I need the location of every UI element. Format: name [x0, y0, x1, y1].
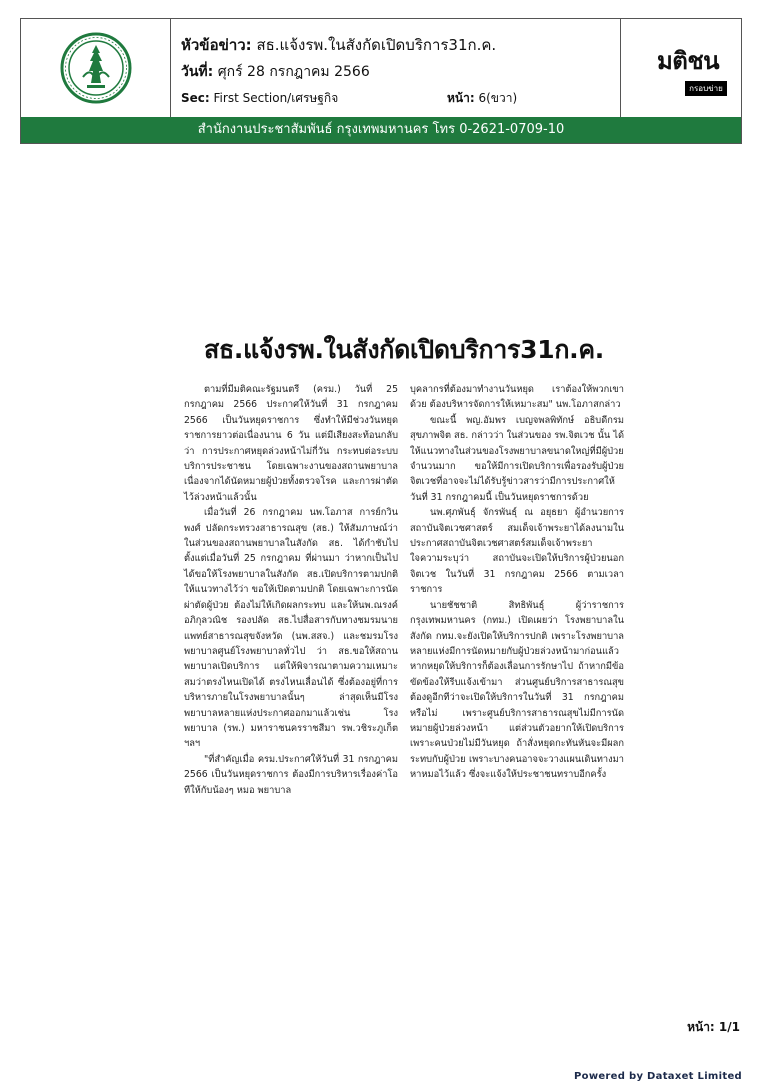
publication-brand [621, 19, 741, 117]
headline-row [181, 33, 496, 57]
page-count: หน้า: 1/1 [687, 1020, 740, 1034]
paragraph: นายชัชชาติ สิทธิพันธุ์ ผู้ว่าราชการกรุงเทพมหานคร (กทม.) เปิดเผยว่า โรงพยาบาลในสังกัด กทม.จะยังเปิดให้บริการปกติ เพราะโรงพยาบาลหลายแห่งมีการนัดหมายกับผู้ป่วยล่วงหน้ามาก่อนแล้ว หากหยุดให้บริการก็ต้องเลื่อนการรักษาไป ถ้าหากมีข้อขัดข้องให้รีบแจ้งเข้ามา ส่วนศูนย์บริการสาธารณสุข ต้องดูอีกทีว่าจะเปิดให้บริการในวันที่ 31 กรกฎาคม หรือไม่ เพราะศูนย์บริการสาธารณสุขไม่มีการนัดหมายผู้ป่วยล่วงหน้า แต่ส่วนตัวอยากให้เปิดบริการ เพราะคนป่วยไม่มีวันหยุด ถ้าสั่งหยุดกะทันหันจะมีผลกระทบกับผู้ป่วย เพราะบางคนอาจจะวางแผนเดินทางมาหาหมอไว้แล้ว ซึ่งจะแจ้งให้ประชาชนทราบอีกครั้ง [410, 599, 624, 781]
headline-value: สธ.แจ้งรพ.ในสังกัดเปิดบริการ31ก.ค. [256, 36, 497, 54]
paragraph: "ที่สำคัญเมื่อ ครม.ประกาศให้วันที่ 31 กรกฎาคม 2566 เป็นวันหยุดราชการ ต้องมีการบริหารเรื่องค่าโอทีให้กับน้องๆ หมอ พยาบาล [184, 753, 398, 796]
logo-box [21, 19, 171, 117]
office-bar: สำนักงานประชาสัมพันธ์ กรุงเทพมหานคร โทร 0-2621-0709-10 [21, 117, 741, 143]
bangkok-seal-icon [59, 31, 133, 105]
paragraph: ตามที่มีมติคณะรัฐมนตรี (ครม.) วันที่ 25 กรกฎาคม 2566 ประกาศให้วันที่ 31 กรกฎาคม 2566 เป็นวันหยุดราชการ ซึ่งทำให้มีช่วงวันหยุดราชการยาวต่อเนื่องนาน 6 วัน แต่มีเสียงสะท้อนกลับว่า การประกาศหยุดล่วงหน้าไม่กี่วัน กระทบต่อระบบบริการประชาชน โดยเฉพาะงานของสถานพยาบาล เนื่องจากได้นัดหมายผู้ป่วยทั้งตรวจโรค และการผ่าตัดไว้ล่วงหน้าแล้วนั้น [184, 384, 398, 503]
brand-subtitle: กรอบข่าย [685, 81, 727, 96]
section-row [181, 89, 338, 108]
brand-name: มติชน [656, 46, 720, 75]
section-value: First Section/เศรษฐกิจ [213, 91, 339, 105]
article-title: สธ.แจ้งรพ.ในสังกัดเปิดบริการ31ก.ค. [203, 335, 605, 364]
news-article [184, 330, 624, 798]
date-value: ศุกร์ 28 กรกฎาคม 2566 [217, 64, 370, 80]
page-label: หน้า: [447, 91, 475, 105]
page-ref [447, 89, 517, 108]
article-column-1 [184, 382, 398, 798]
section-label: Sec: [181, 91, 210, 105]
article-column-2 [410, 382, 624, 798]
clipping-info [171, 19, 621, 117]
powered-by: Powered by Dataxet Limited [574, 1071, 742, 1082]
date-label: วันที่: [181, 64, 214, 80]
date-row [181, 61, 370, 83]
paragraph: นพ.ศุภพันธุ์ จักรพันธุ์ ณ อยุธยา ผู้อำนวยการสถาบันจิตเวชศาสตร์ สมเด็จเจ้าพระยาได้ลงนามในประกาศสถาบันจิตเวชศาสตร์สมเด็จเจ้าพระยา ใจความระบุว่า สถาบันจะเปิดให้บริการผู้ป่วยนอกจิตเวช ในวันที่ 31 กรกฎาคม 2566 ตามเวลาราชการ [410, 507, 624, 596]
page-value: 6(ขวา) [478, 91, 518, 105]
paragraph: บุคลากรที่ต้องมาทำงานวันหยุด เราต้องให้พวกเขาด้วย ต้องบริหารจัดการให้เหมาะสม" นพ.โอภาสกล่าว [410, 384, 624, 411]
headline-label: หัวข้อข่าว: [181, 36, 252, 54]
paragraph: เมื่อวันที่ 26 กรกฎาคม นพ.โอภาส การย์กวินพงศ์ ปลัดกระทรวงสาธารณสุข (สธ.) ให้สัมภาษณ์ว่า ในส่วนของสถานพยาบาลในสังกัด สธ. ได้กำชับไปตั้งแต่เมื่อวันที่ 25 กรกฎาคม ที่ผ่านมา ว่าหากเป็นไปได้ขอให้โรงพยาบาลในสังกัด สธ.เปิดบริการตามปกติให้แนวทางไว้ว่า ขอให้เปิดตามปกติ โดยเฉพาะการนัดผ่าตัดผู้ป่วย ต้องไม่ให้เกิดผลกระทบ และให้นพ.ณรงค์ อภิกุลวณิช รองปลัด สธ.ไปสื่อสารกับทางชมรมนายแพทย์สาธารณสุขจังหวัด (นพ.สสจ.) และชมรมโรงพยาบาลศูนย์โรงพยาบาลทั่วไป ว่า สธ.ขอให้สถานพยาบาลเปิดบริการ แต่ให้พิจารณาตามความเหมาะสมว่าตรงไหนเปิดได้ ตรงไหนเลื่อนได้ ซึ่งต้องอยู่ที่การบริหารภายในโรงพยาบาลนั้นๆ ล่าสุดเห็นมีโรงพยาบาลหลายแห่งประกาศออกมาแล้วเช่น โรงพยาบาล (รพ.) มหาราชนครราชสีมา รพ.วชิระภูเก็ต ฯลฯ [184, 507, 398, 750]
clipping-header [20, 18, 742, 144]
paragraph: ขณะนี้ พญ.อัมพร เบญจพลพิทักษ์ อธิบดีกรมสุขภาพจิต สธ. กล่าวว่า ในส่วนของ รพ.จิตเวช นั้น ได้ให้แนวทางในส่วนของโรงพยาบาลขนาดใหญ่ที่มีผู้ป่วยจำนวนมาก ขอให้มีการเปิดบริการเพื่อรองรับผู้ป่วยจิตเวชที่อาจจะไม่ได้รับรู้ข่าวสารว่ามีการประกาศให้วันที่ 31 กรกฎาคมนี้ เป็นวันหยุดราชการด้วย [410, 414, 624, 503]
article-columns [184, 382, 624, 798]
